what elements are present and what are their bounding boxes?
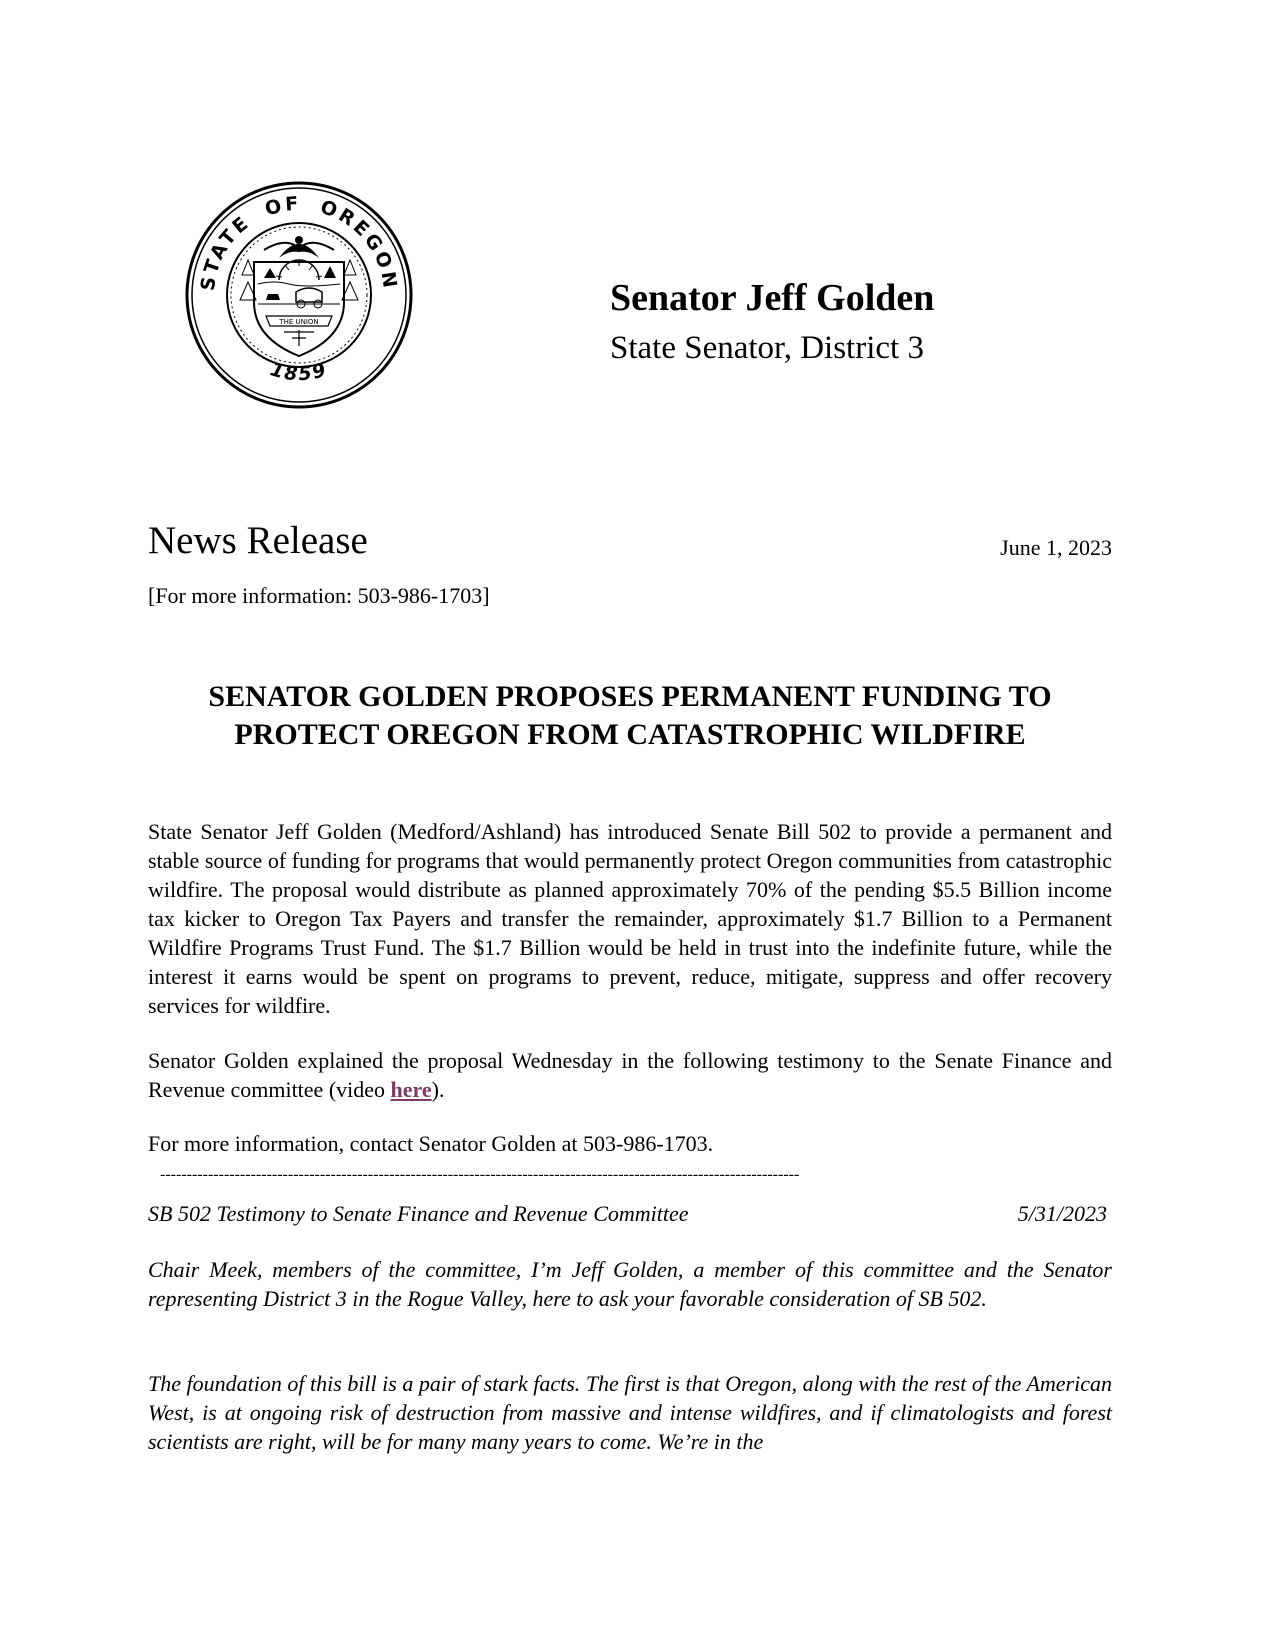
headline-line-2: PROTECT OREGON FROM CATASTROPHIC WILDFIRE bbox=[234, 718, 1026, 751]
body-paragraph-1: State Senator Jeff Golden (Medford/Ashland) has introduced Senate Bill 502 to provide a permanent and stable source of funding for programs that would permanently protect Oregon communities from catastrophic wildfire. The proposal would distribute as planned approximately 70% of the pending $5.5 Billion income tax kicker to Oregon Tax Payers and transfer the remainder, approximately $1.7 Billion to a Permanent Wildfire Programs Trust Fund. The $1.7 Billion would be held in trust into the indefinite future, while the interest it earns would be spent on programs to prevent, reduce, mitigate, suppress and offer recovery services for wildfire. bbox=[148, 819, 1112, 1018]
seal-ribbon: THE UNION bbox=[279, 318, 319, 326]
seal-year: 1859 bbox=[267, 358, 331, 386]
testimony-date: 5/31/2023 bbox=[1017, 1201, 1107, 1226]
testimony-paragraph-1: Chair Meek, members of the committee, I’m Jeff Golden, a member of this committee and the Senator representing District 3 in the Rogue Valley, here to ask your favorable consideration of SB 502. bbox=[148, 1257, 1112, 1311]
paragraph-2-text: Senator Golden explained the proposal Wednesday in the following testimony to the Senate Finance and Revenue committee (video bbox=[148, 1048, 1112, 1102]
body-paragraph-3: For more information, contact Senator Golden at 503-986-1703. bbox=[148, 1131, 714, 1156]
headline bbox=[148, 678, 1112, 754]
testimony-title: SB 502 Testimony to Senate Finance and Revenue Committee bbox=[148, 1201, 689, 1226]
oregon-seal-icon bbox=[184, 180, 414, 410]
dashed-divider: ------------------------------------------------------------------------------------------------------------------------ bbox=[160, 1166, 800, 1183]
release-date: June 1, 2023 bbox=[1000, 535, 1112, 560]
senator-name: Senator Jeff Golden bbox=[610, 277, 935, 319]
seal-right-text: OREGON bbox=[317, 195, 402, 293]
news-release-heading: News Release bbox=[148, 519, 368, 562]
body-paragraph-2 bbox=[148, 1046, 1112, 1104]
paragraph-2-end: ). bbox=[431, 1077, 445, 1102]
video-link[interactable]: here bbox=[390, 1077, 432, 1102]
contact-info-line: [For more information: 503-986-1703] bbox=[148, 583, 490, 608]
senator-title: State Senator, District 3 bbox=[610, 330, 924, 366]
seal-top-text: OF bbox=[262, 192, 302, 221]
headline-line-1: SENATOR GOLDEN PROPOSES PERMANENT FUNDING TO bbox=[208, 680, 1052, 713]
svg-text:1859 bbox=[268, 358, 331, 385]
testimony-paragraph-2: The foundation of this bill is a pair of stark facts. The first is that Oregon, along with the rest of the American West, is at ongoing risk of destruction from massive and intense wildfires, and if climatologists and forest scientists are right, will be for many many years to come. We’re in the bbox=[148, 1371, 1112, 1454]
seal-left-text: STATE bbox=[196, 211, 255, 293]
